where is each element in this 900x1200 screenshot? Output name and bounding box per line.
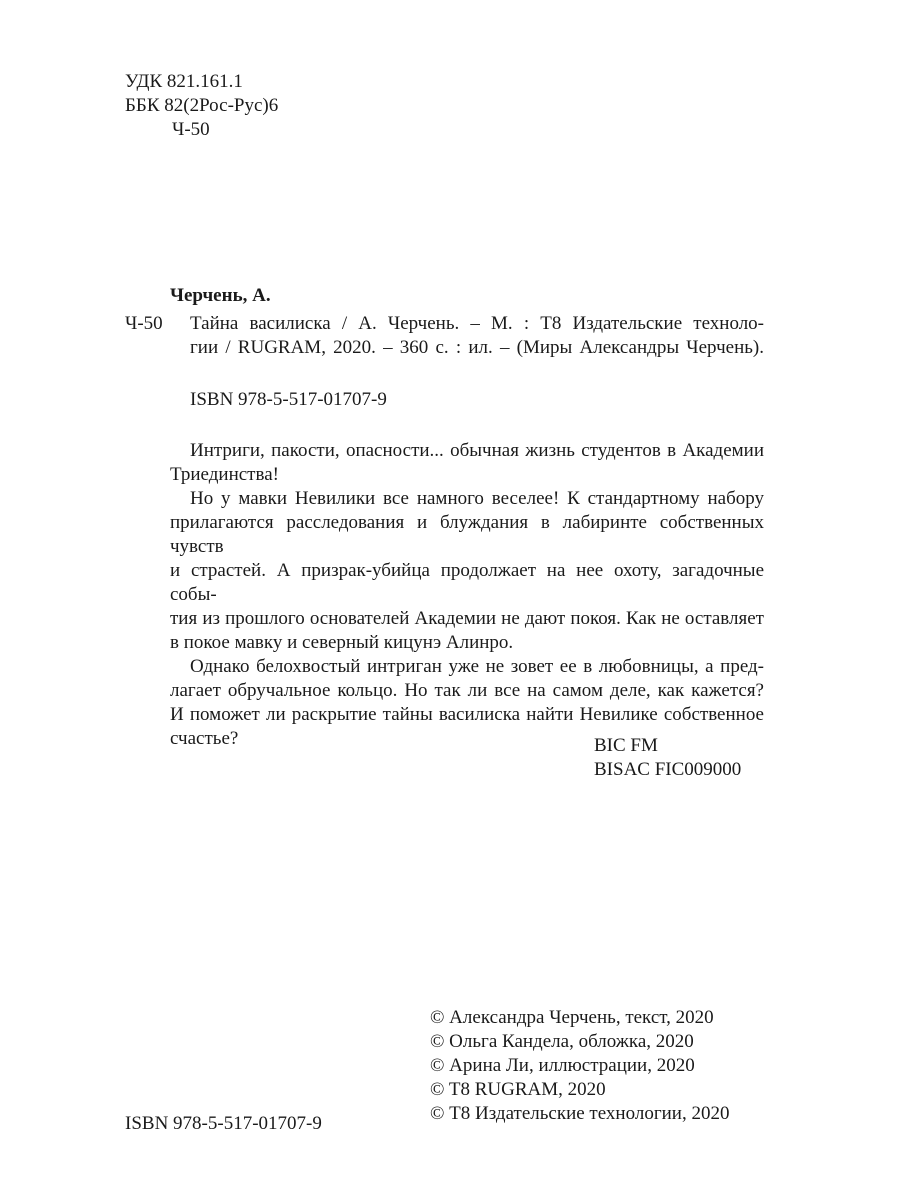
annotation-line: в покое мавку и северный кицунэ Алинро.: [170, 632, 514, 653]
annotation-line: и страстей. А призрак-убийца продолжает на нее охоту, загадочные собы-: [170, 560, 764, 605]
catalog-bibliographic-description: [190, 312, 764, 360]
copyright-line: © Александра Черчень, текст, 2020: [430, 1007, 714, 1028]
bic-code: BIC FM: [594, 735, 658, 756]
annotation-line: Интриги, пакости, опасности... обычная жизнь студентов в Академии: [190, 440, 764, 461]
annotation-line: лагает обручальное кольцо. Но так ли все на самом деле, как кажется?: [170, 680, 764, 701]
annotation-line: Но у мавки Невилики все намного веселее! К стандартному набору: [190, 488, 764, 509]
copyright-block: [430, 1006, 729, 1126]
catalog-isbn: ISBN 978-5-517-01707-9: [190, 389, 387, 410]
subject-codes: [594, 734, 741, 782]
isbn-footer: ISBN 978-5-517-01707-9: [125, 1113, 322, 1134]
annotation-line: Триединства!: [170, 464, 279, 485]
bib-line: гии / RUGRAM, 2020. – 360 с. : ил. – (Миры Александры Черчень).: [190, 337, 764, 358]
annotation-line: Однако белохвостый интриган уже не зовет ее в любовницы, а пред-: [190, 656, 764, 677]
copyright-line: © Ольга Кандела, обложка, 2020: [430, 1031, 694, 1052]
copyright-line: © T8 RUGRAM, 2020: [430, 1079, 606, 1100]
bisac-code: BISAC FIC009000: [594, 759, 742, 780]
annotation-line: прилагаются расследования и блуждания в лабиринте собственных чувств: [170, 512, 764, 557]
catalog-author: Черчень, А.: [170, 285, 271, 306]
udk-code: УДК 821.161.1: [125, 71, 243, 92]
copyright-line: © Т8 Издательские технологии, 2020: [430, 1103, 730, 1124]
annotation-line: тия из прошлого основателей Академии не дают покоя. Как не оставляет: [170, 608, 764, 629]
bbk-code: ББК 82(2Рос-Рус)6: [125, 95, 279, 116]
annotation-line: счастье?: [170, 728, 239, 749]
bib-line: Тайна василиска / А. Черчень. – М. : Т8 Издательские техноло-: [190, 313, 764, 334]
classification-block: [125, 70, 525, 142]
author-mark-code: Ч-50: [172, 119, 210, 140]
annotation: [170, 439, 764, 751]
annotation-line: И поможет ли раскрытие тайны василиска найти Невилике собственное: [170, 704, 764, 725]
copyright-line: © Арина Ли, иллюстрации, 2020: [430, 1055, 695, 1076]
catalog-author-mark: Ч-50: [125, 313, 163, 334]
